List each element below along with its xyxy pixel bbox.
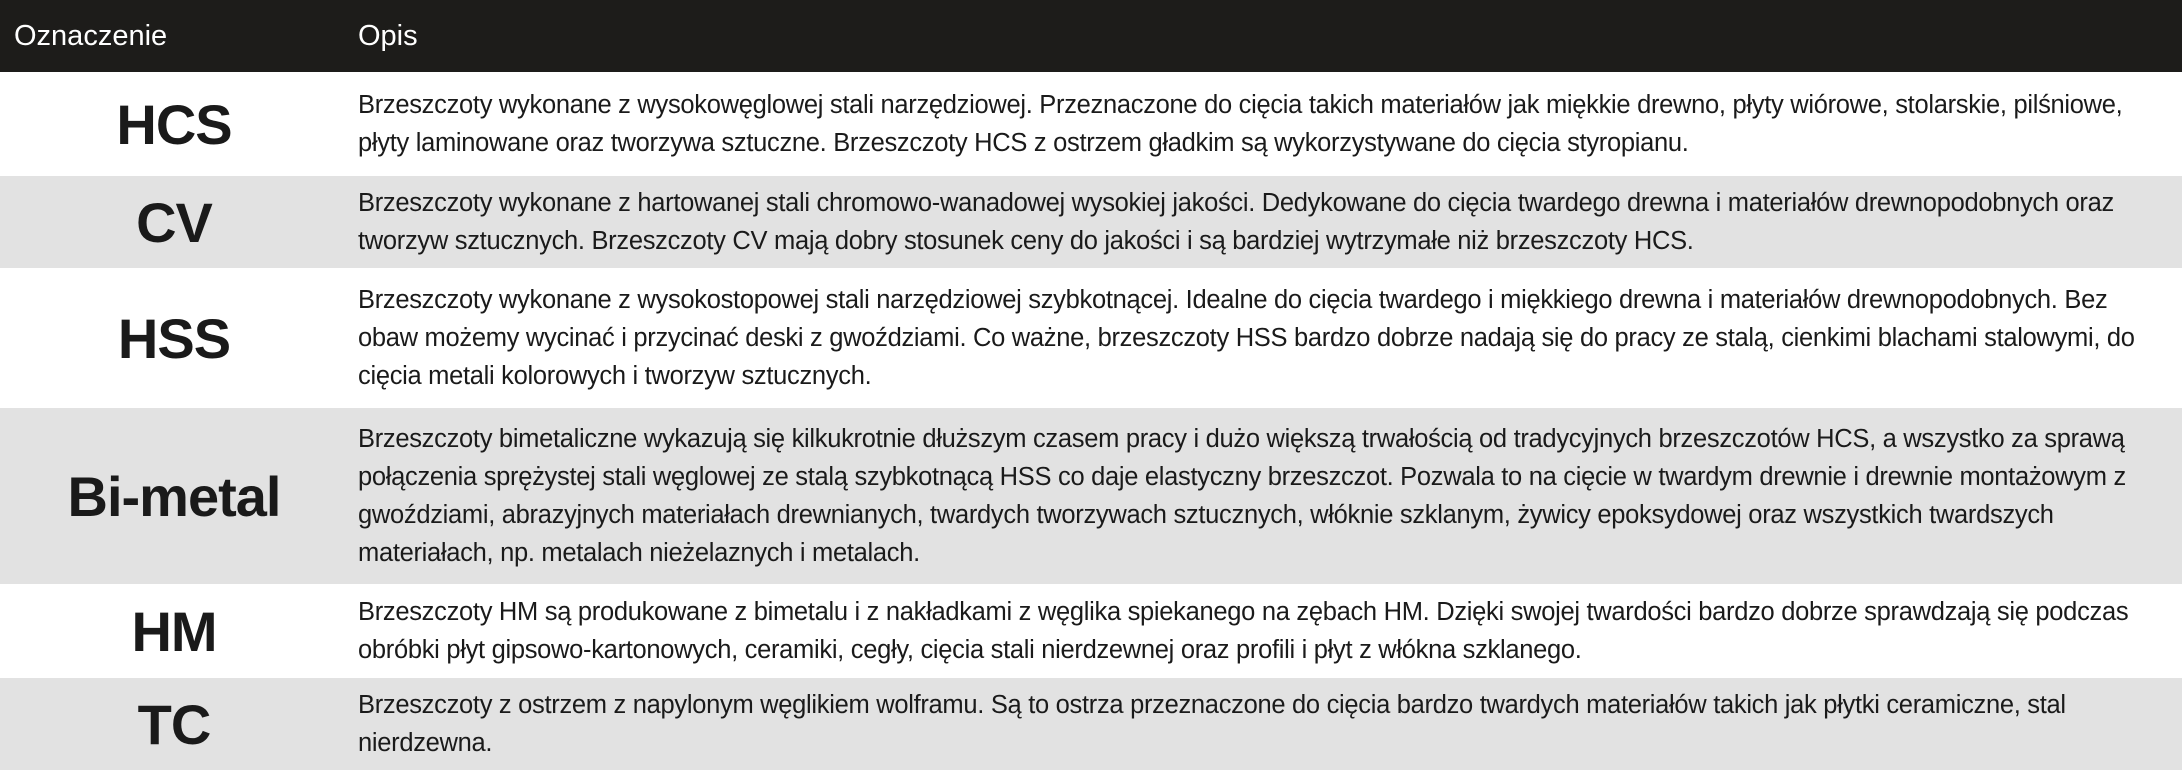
row-description: Brzeszczoty wykonane z wysokowęglowej stali narzędziowej. Przeznaczone do cięcia takich materiałów jak miękkie drewno, płyty wiórowe, stolarskie, pilśniowe, płyty laminowane oraz tworzywa sztuczne. Brzeszczoty HCS z ostrzem gładkim są wykorzystywane do cięcia styropianu.	[358, 91, 2123, 157]
row-description: Brzeszczoty wykonane z wysokostopowej stali narzędziowej szybkotnącej. Idealne do cięcia twardego i miękkiego drewna i materiałów drewnopodobnych. Bez obaw możemy wycinać i przycinać deski z gwoździami. Co ważne, brzeszczoty HSS bardzo dobrze nadają się do pracy ze stalą, cienkimi blachami stalowymi, do cięcia metali kolorowych i tworzyw sztucznych.	[358, 286, 2135, 390]
table-row	[0, 176, 2182, 268]
header-description: Opis	[358, 19, 418, 52]
row-code: Bi-metal	[67, 464, 281, 528]
table-header-row	[0, 0, 2182, 72]
row-code: HCS	[116, 92, 232, 156]
table-row	[0, 72, 2182, 176]
row-description: Brzeszczoty HM są produkowane z bimetalu i z nakładkami z węglika spiekanego na zębach HM. Dzięki swojej twardości bardzo dobrze sprawdzają się podczas obróbki płyt gipsowo-kartonowych, ceramiki, cegły, cięcia stali nierdzewnej oraz profili i płyt z włókna szklanego.	[358, 598, 2129, 664]
row-code: HSS	[117, 306, 231, 370]
table-row	[0, 408, 2182, 584]
header-designation: Oznaczenie	[14, 19, 168, 52]
table-row	[0, 678, 2182, 770]
row-description: Brzeszczoty wykonane z hartowanej stali chromowo-wanadowej wysokiej jakości. Dedykowane do cięcia twardego drewna i materiałów drewnopodobnych oraz tworzyw sztucznych. Brzeszczoty CV mają dobry stosunek ceny do jakości i są bardziej wytrzymałe niż brzeszczoty HCS.	[358, 189, 2114, 255]
row-description: Brzeszczoty bimetaliczne wykazują się kilkukrotnie dłuższym czasem pracy i dużo większą trwałością od tradycyjnych brzeszczotów HCS, a wszystko za sprawą połączenia sprężystej stali węglowej ze stalą szybkotnącą HSS co daje elastyczny brzeszczot. Pozwala to na cięcie w twardym drewnie i drewnie montażowym z gwoździami, abrazyjnych materiałach drewnianych, twardych tworzywach sztucznych, włóknie szklanym, żywicy epoksydowej oraz wszystkich twardszych materiałach, np. metalach nieżelaznych i metalach.	[358, 425, 2126, 567]
row-description: Brzeszczoty z ostrzem z napylonym węglikiem wolframu. Są to ostrza przeznaczone do cięcia bardzo twardych materiałów takich jak płytki ceramiczne, stal nierdzewna.	[358, 691, 2066, 757]
row-code: CV	[136, 190, 212, 254]
table-row	[0, 584, 2182, 678]
table-row	[0, 268, 2182, 408]
row-code: TC	[137, 692, 211, 756]
row-code: HM	[131, 599, 217, 663]
